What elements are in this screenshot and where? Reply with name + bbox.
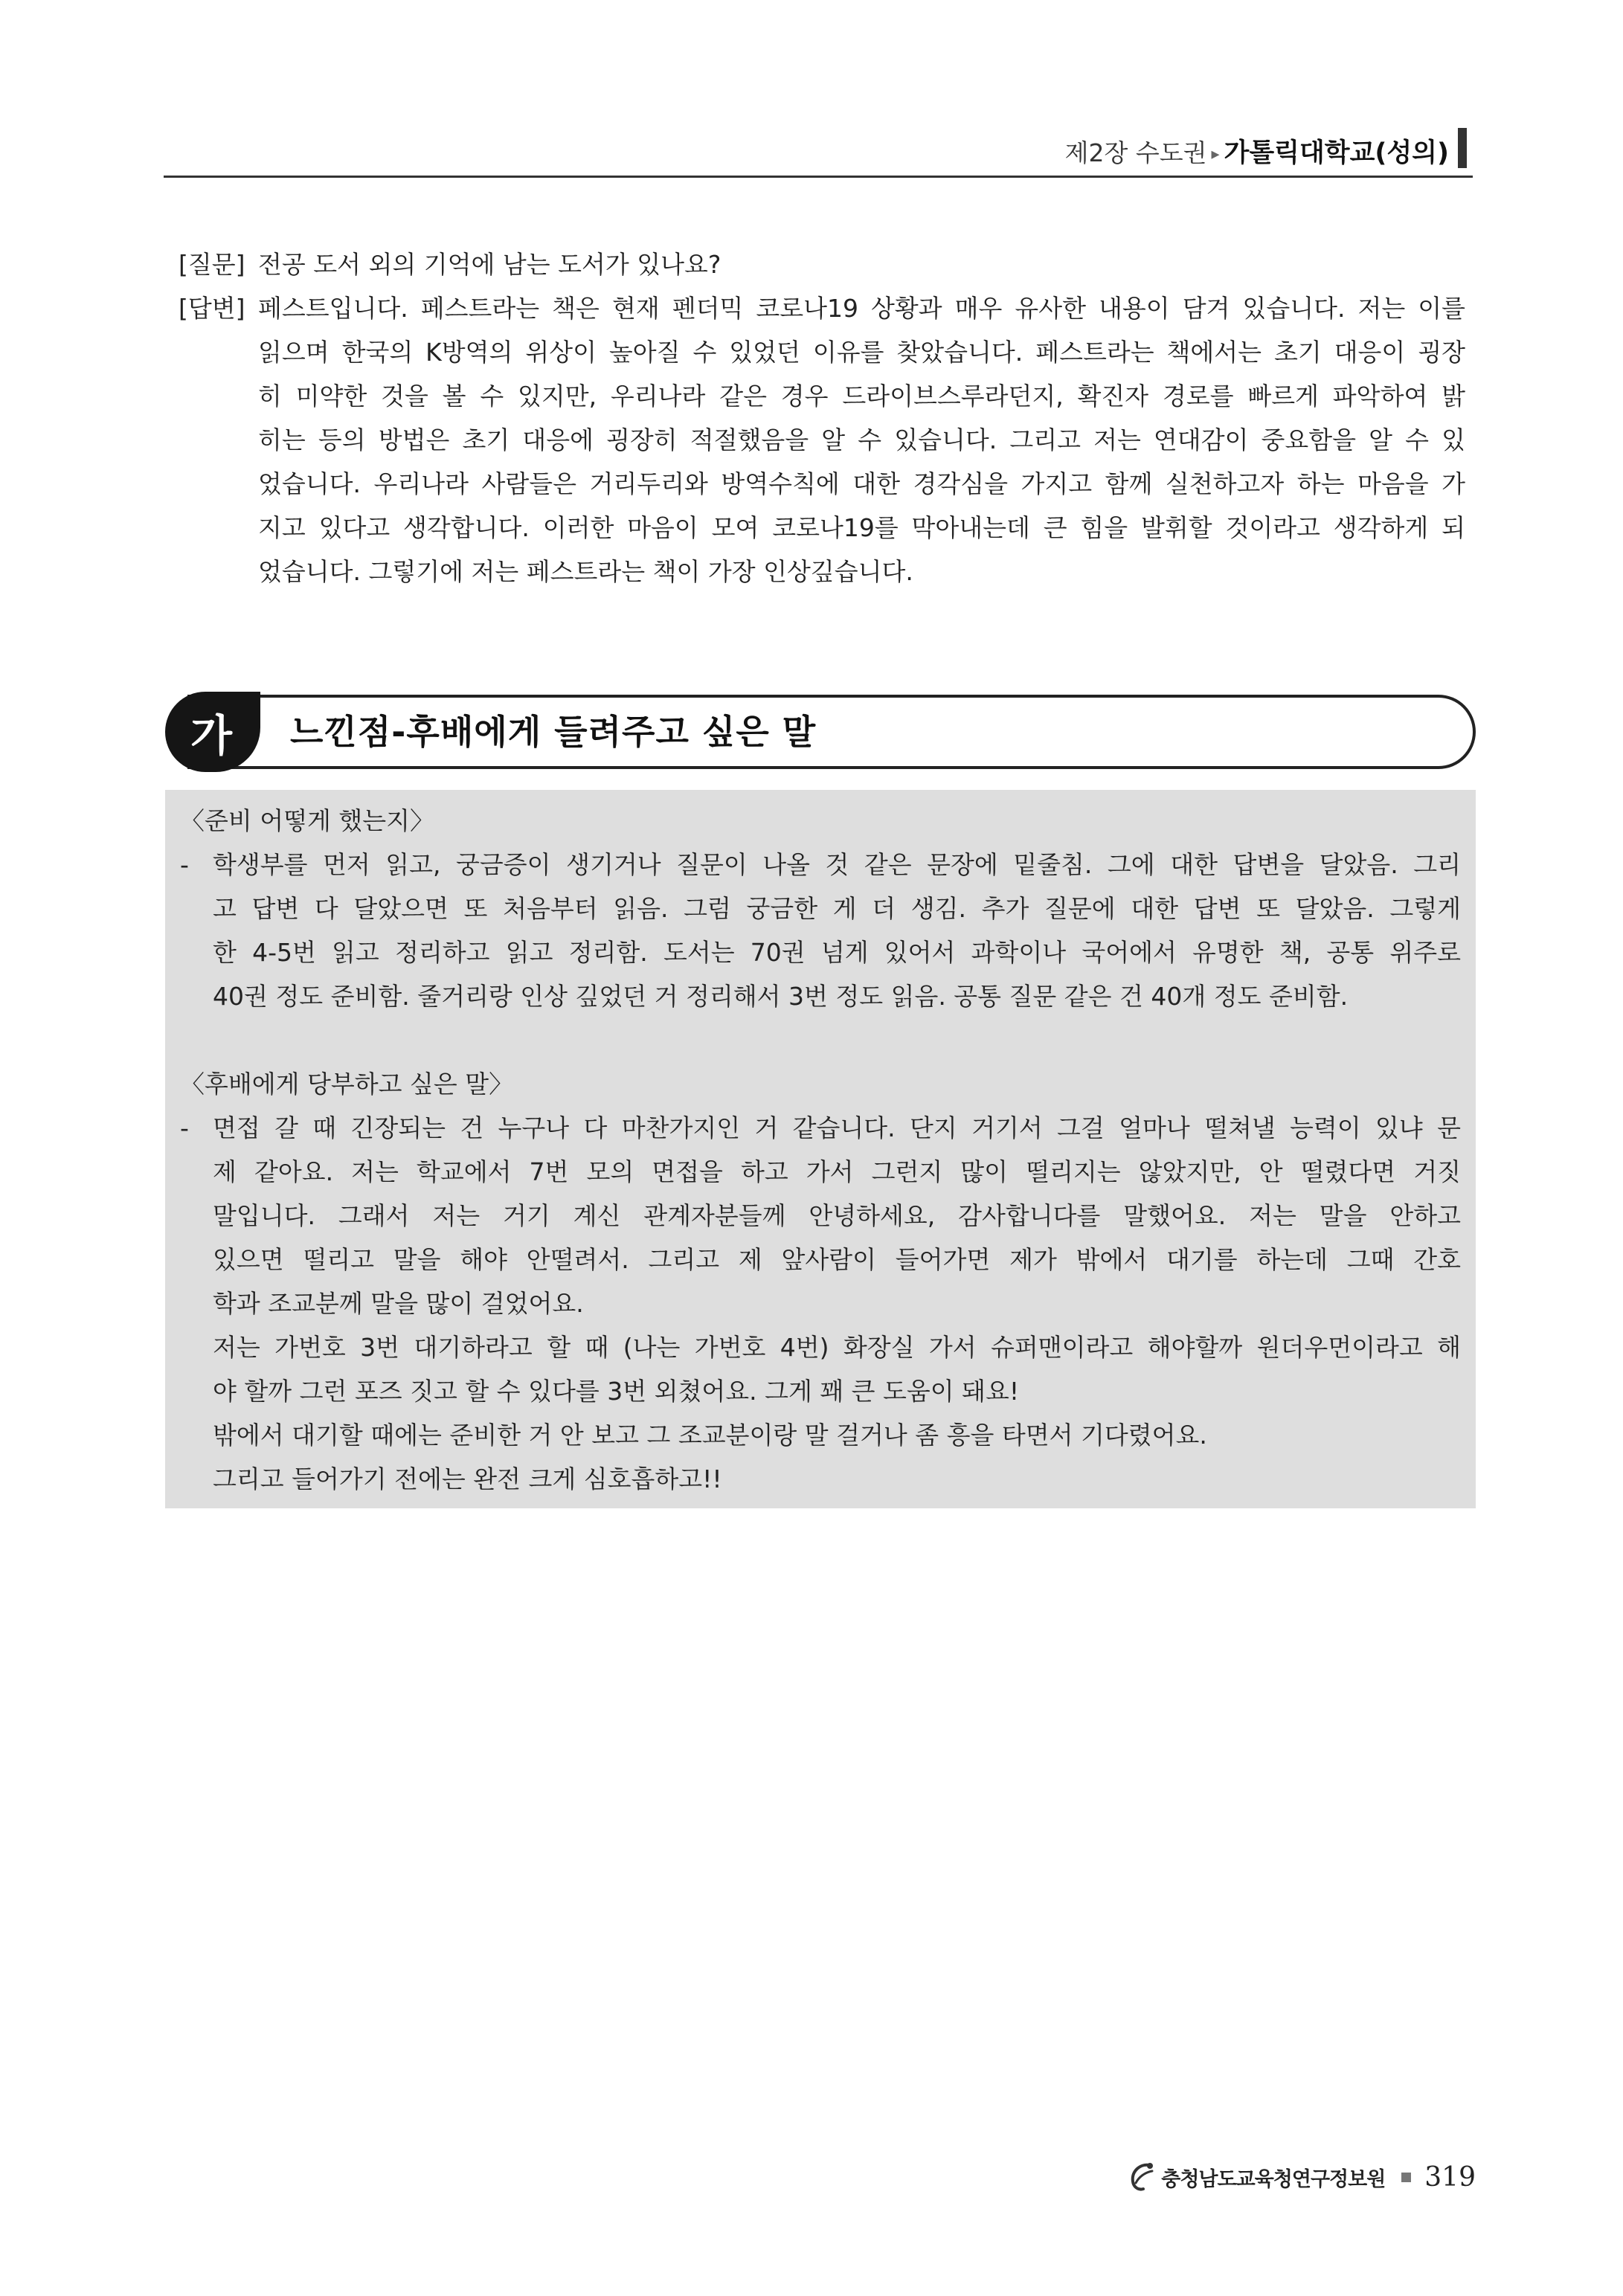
spacer [180, 1018, 1461, 1062]
arrow-icon: ▸ [1211, 145, 1220, 164]
advice-dash: - [180, 1113, 189, 1142]
advice-line: 그리고 들어가기 전에는 완전 크게 심호흡하고!! [213, 1464, 722, 1493]
answer-line: 읽으며 한국의 K방역의 위상이 높아질 수 있었던 이유를 찾았습니다. 페스트라는 책에서는 초기 대응이 굉장 [258, 338, 1465, 367]
prep-item [180, 843, 1461, 1018]
institute-logo-icon [1127, 2161, 1157, 2193]
section-title: 느낀점-후배에게 들려주고 싶은 말 [290, 712, 817, 752]
testimony-box [165, 790, 1476, 1508]
answer-line: 페스트입니다. 페스트라는 책은 현재 펜더믹 코로나19 상황과 매우 유사한 내용이 담겨 있습니다. 저는 이를 [258, 294, 1465, 323]
qa-block [179, 242, 1465, 594]
answer-line: 지고 있다고 생각합니다. 이러한 마음이 모여 코로나19를 막아내는데 큰 힘을 발휘할 것이라고 생각하게 되 [258, 513, 1465, 542]
answer-text [258, 286, 1465, 594]
advice-text [213, 1106, 1461, 1501]
question-row [179, 242, 1465, 286]
section-heading [165, 692, 1476, 775]
advice-line: 학과 조교분께 말을 많이 걸었어요. [213, 1289, 584, 1318]
footer-square-icon [1401, 2173, 1411, 2182]
prep-line: 40권 정도 준비함. 줄거리랑 인상 깊었던 거 정리해서 3번 정도 읽음. 공통 질문 같은 건 40개 정도 준비함. [213, 982, 1349, 1011]
running-head [1065, 132, 1449, 170]
advice-line: 밖에서 대기할 때에는 준비한 거 안 보고 그 조교분이랑 말 걸거나 좀 흥을 타면서 기다렸어요. [213, 1421, 1207, 1450]
advice-line: 있으면 떨리고 말을 해야 안떨려서. 그리고 제 앞사람이 들어가면 제가 밖에서 대기를 하는데 그때 간호 [213, 1245, 1461, 1274]
answer-line: 히 미약한 것을 볼 수 있지만, 우리나라 같은 경우 드라이브스루라던지, 확진자 경로를 빠르게 파악하여 밝 [258, 382, 1465, 411]
prep-line: 고 답변 다 달았으면 또 처음부터 읽음. 그럼 궁금한 게 더 생김. 추가 질문에 대한 답변 또 달았음. 그렇게 [213, 894, 1461, 923]
school-name: 가톨릭대학교(성의) [1224, 138, 1449, 168]
question-tag: [질문] [179, 250, 245, 279]
advice-item [180, 1106, 1461, 1501]
advice-line: 제 같아요. 저는 학교에서 7번 모의 면접을 하고 가서 그런지 많이 떨리지는 않았지만, 안 떨렸다면 거짓 [213, 1157, 1461, 1186]
prep-line: 한 4-5번 읽고 정리하고 읽고 정리함. 도서는 70권 넘게 있어서 과학이나 국어에서 유명한 책, 공통 위주로 [213, 938, 1461, 967]
answer-line: 었습니다. 우리나라 사람들은 거리두리와 방역수칙에 대한 경각심을 가지고 함께 실천하고자 하는 마음을 가 [258, 469, 1465, 498]
prep-dash: - [180, 850, 189, 879]
section-badge-label: 가 [190, 710, 230, 761]
answer-line: 히는 등의 방법은 초기 대응에 굉장히 적절했음을 알 수 있습니다. 그리고 저는 연대감이 중요함을 알 수 있 [258, 425, 1465, 454]
answer-line: 었습니다. 그렇기에 저는 페스트라는 책이 가장 인상깊습니다. [258, 557, 913, 586]
answer-row [179, 286, 1465, 594]
answer-tag: [답변] [179, 294, 245, 323]
advice-line: 야 할까 그런 포즈 짓고 할 수 있다를 3번 외쳤어요. 그게 꽤 큰 도움이 돼요! [213, 1377, 1020, 1406]
page-header [164, 125, 1473, 178]
prep-line: 학생부를 먼저 읽고, 궁금증이 생기거나 질문이 나올 것 같은 문장에 밑줄침. 그에 대한 답변을 달았음. 그리 [213, 850, 1461, 879]
advice-line: 면접 갈 때 긴장되는 건 누구나 다 마찬가지인 거 같습니다. 단지 거기서 그걸 얼마나 떨쳐낼 능력이 있냐 문 [213, 1113, 1461, 1142]
prep-heading: 〈준비 어떻게 했는지〉 [180, 806, 435, 835]
question-text: 전공 도서 외의 기억에 남는 도서가 있나요? [258, 250, 721, 279]
advice-line: 말입니다. 그래서 저는 거기 계신 관계자분들께 안녕하세요, 감사합니다를 말했어요. 저는 말을 안하고 [213, 1201, 1461, 1230]
advice-line: 저는 가번호 3번 대기하라고 할 때 (나는 가번호 4번) 화장실 가서 슈퍼맨이라고 해야할까 원더우먼이라고 해 [213, 1333, 1461, 1362]
prep-text [213, 843, 1461, 1018]
page-number: 319 [1424, 2161, 1476, 2193]
testimony-content [180, 799, 1461, 1501]
advice-heading: 〈후배에게 당부하고 싶은 말〉 [180, 1070, 514, 1099]
page-footer [1127, 2161, 1476, 2193]
institute-name: 충청남도교육청연구정보원 [1161, 2167, 1386, 2191]
chapter-label: 제2장 수도권 [1064, 138, 1207, 167]
section-badge [165, 692, 260, 772]
header-marker-bar [1458, 128, 1467, 168]
